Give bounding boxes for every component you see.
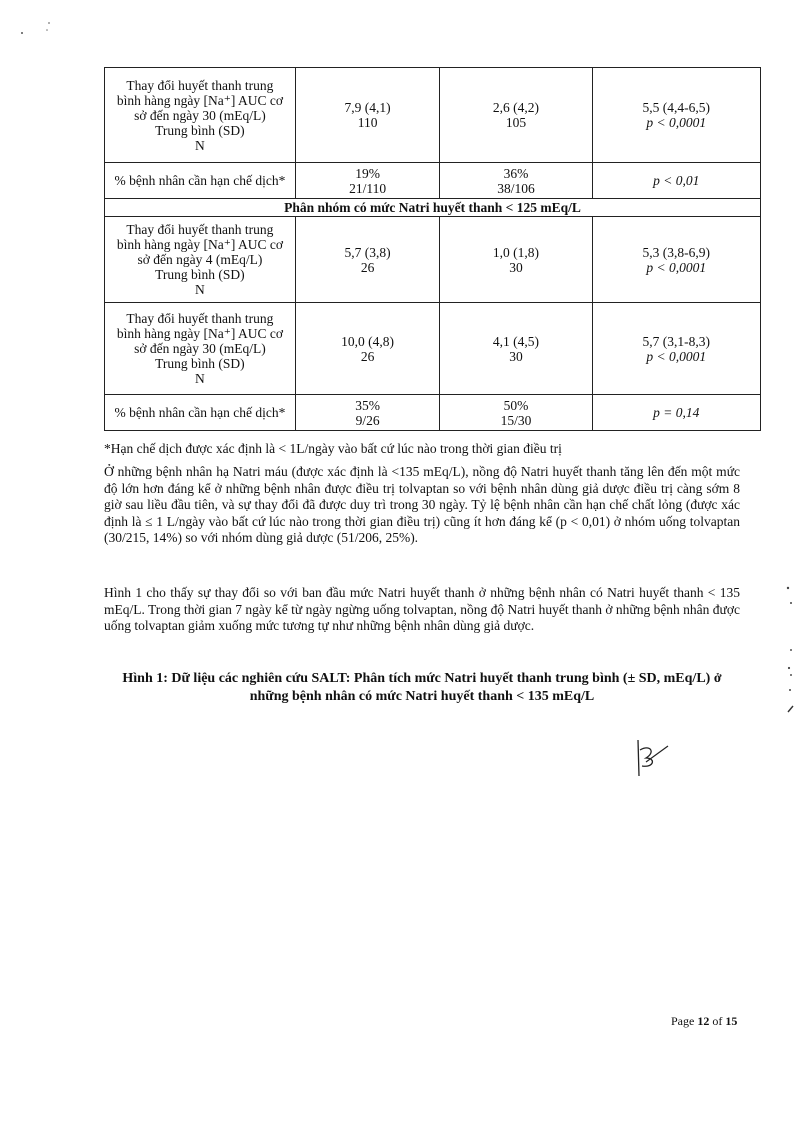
subgroup-row [105,199,761,217]
p-value: p < 0,0001 [646,115,707,130]
placebo-cell [440,303,592,395]
table-row [105,217,761,303]
tolvaptan-cell [295,163,440,199]
difference-cell [592,217,760,303]
placebo-cell [440,395,592,431]
cell-value: 36% [503,165,529,181]
p-value: p = 0,14 [653,405,700,420]
tolvaptan-cell [295,68,440,163]
cell-value: 2,6 (4,2) [492,100,540,115]
cell-value: 5,7 (3,1-8,3) [642,333,711,349]
cell-value: 4,1 (4,5) [492,333,540,349]
label-line: Trung bình (SD) [155,267,245,282]
cell-value: 35% [355,397,380,413]
label-line: bình hàng ngày [Na⁺] AUC cơ [116,326,283,341]
cell-value: 21/110 [349,180,387,196]
cell-value: 26 [360,259,375,275]
table-row [105,395,761,431]
row-label [105,217,296,303]
label-line: N [195,282,205,297]
row-label [105,68,296,163]
row-label [105,395,296,431]
p-value: p < 0,0001 [646,259,707,275]
cell-value: 5,7 (3,8) [344,244,391,260]
cell-value: 1,0 (1,8) [492,244,540,260]
label-line: sở đến ngày 4 (mEq/L) [137,252,263,267]
difference-cell [592,303,760,395]
row-label [105,163,296,199]
label-line: Trung bình (SD) [155,122,245,138]
label-line: N [195,137,205,153]
cell-value: 38/106 [497,180,535,196]
label-line: sở đến ngày 30 (mEq/L) [134,341,266,356]
cell-value: 105 [505,115,527,130]
tolvaptan-cell [295,303,440,395]
label-line: Thay đổi huyết thanh trung [126,77,274,93]
cell-value: 50% [503,397,529,413]
page-total: 15 [725,1014,738,1028]
page-current: 12 [697,1014,710,1028]
difference-cell [592,395,760,431]
placebo-cell [440,217,592,303]
label-line: Thay đổi huyết thanh trung [126,222,274,237]
difference-cell [592,68,760,163]
row-label [105,303,296,395]
tolvaptan-cell [295,395,440,431]
tolvaptan-cell [295,217,440,303]
label-line: sở đến ngày 30 (mEq/L) [134,107,266,123]
figure-caption: Hình 1: Dữ liệu các nghiên cứu SALT: Phân tích mức Natri huyết thanh trung bình (± SD, mEq/L) ở những bệnh nhân có mức Natri huyết thanh < 135 mEq/L [122,671,722,704]
label-line: % bệnh nhân cần hạn chế dịch* [114,405,286,420]
label-line: Trung bình (SD) [155,356,245,371]
difference-cell [592,163,760,199]
cell-value: 9/26 [355,412,380,428]
table-row [105,303,761,395]
cell-value: 7,9 (4,1) [344,100,391,115]
placebo-cell [440,163,592,199]
label-line: bình hàng ngày [Na⁺] AUC cơ [116,92,283,108]
cell-value: 30 [509,348,523,364]
body-paragraph: Ở những bệnh nhân hạ Natri máu (được xác định là <135 mEq/L), nồng độ Natri huyết thanh tăng lên đến một mức độ lớn hơn đáng kể ở những bệnh nhân được điều trị tolvaptan so với bệnh nhân dùng giả dược điều trị càng sớm 8 giờ sau liều đầu tiên, và sự thay đổi đã được duy trì trong 30 ngày. Tỷ lệ bệnh nhân cần hạn chế chất lỏng (được xác định là ≤ 1 L/ngày vào bất cứ lúc nào trong thời gian điều trị) cũng ít hơn đáng kể (p < 0,01) ở nhóm uống tolvaptan (30/215, 14%) so với nhóm dùng giả dược (51/206, 25%). [104,464,740,546]
table-footnote: *Hạn chế dịch được xác định là < 1L/ngày vào bất cứ lúc nào trong thời gian điều trị [104,441,562,456]
label-line: N [195,371,205,386]
table-row [105,163,761,199]
table-row [105,68,761,163]
handwritten-signature [630,738,680,788]
cell-value: 10,0 (4,8) [341,333,395,349]
results-table [104,67,761,431]
subgroup-header: Phân nhóm có mức Natri huyết thanh < 125 mEq/L [105,199,761,217]
page-of: of [712,1014,723,1028]
p-value: p < 0,01 [653,173,700,188]
label-line: Thay đổi huyết thanh trung [126,311,274,326]
cell-value: 5,3 (3,8-6,9) [642,244,711,260]
page-number [671,1014,737,1029]
cell-value: 19% [355,165,380,181]
cell-value: 5,5 (4,4-6,5) [642,100,711,115]
p-value: p < 0,0001 [646,348,707,364]
body-paragraph: Hình 1 cho thấy sự thay đổi so với ban đầu mức Natri huyết thanh ở những bệnh nhân có Natri huyết thanh < 135 mEq/L. Trong thời gian 7 ngày kể từ ngày ngừng uống tolvaptan, nồng độ Natri huyết thanh ở những bệnh nhân được uống tolvaptan giảm xuống mức tương tự như những bệnh nhân dùng giả dược. [104,585,740,634]
cell-value: 110 [357,115,378,130]
label-line: bình hàng ngày [Na⁺] AUC cơ [116,237,283,252]
placebo-cell [440,68,592,163]
cell-value: 26 [360,348,375,364]
cell-value: 15/30 [500,412,532,428]
label-line: % bệnh nhân cần hạn chế dịch* [114,173,286,188]
cell-value: 30 [509,259,523,275]
page-prefix: Page [671,1014,695,1028]
